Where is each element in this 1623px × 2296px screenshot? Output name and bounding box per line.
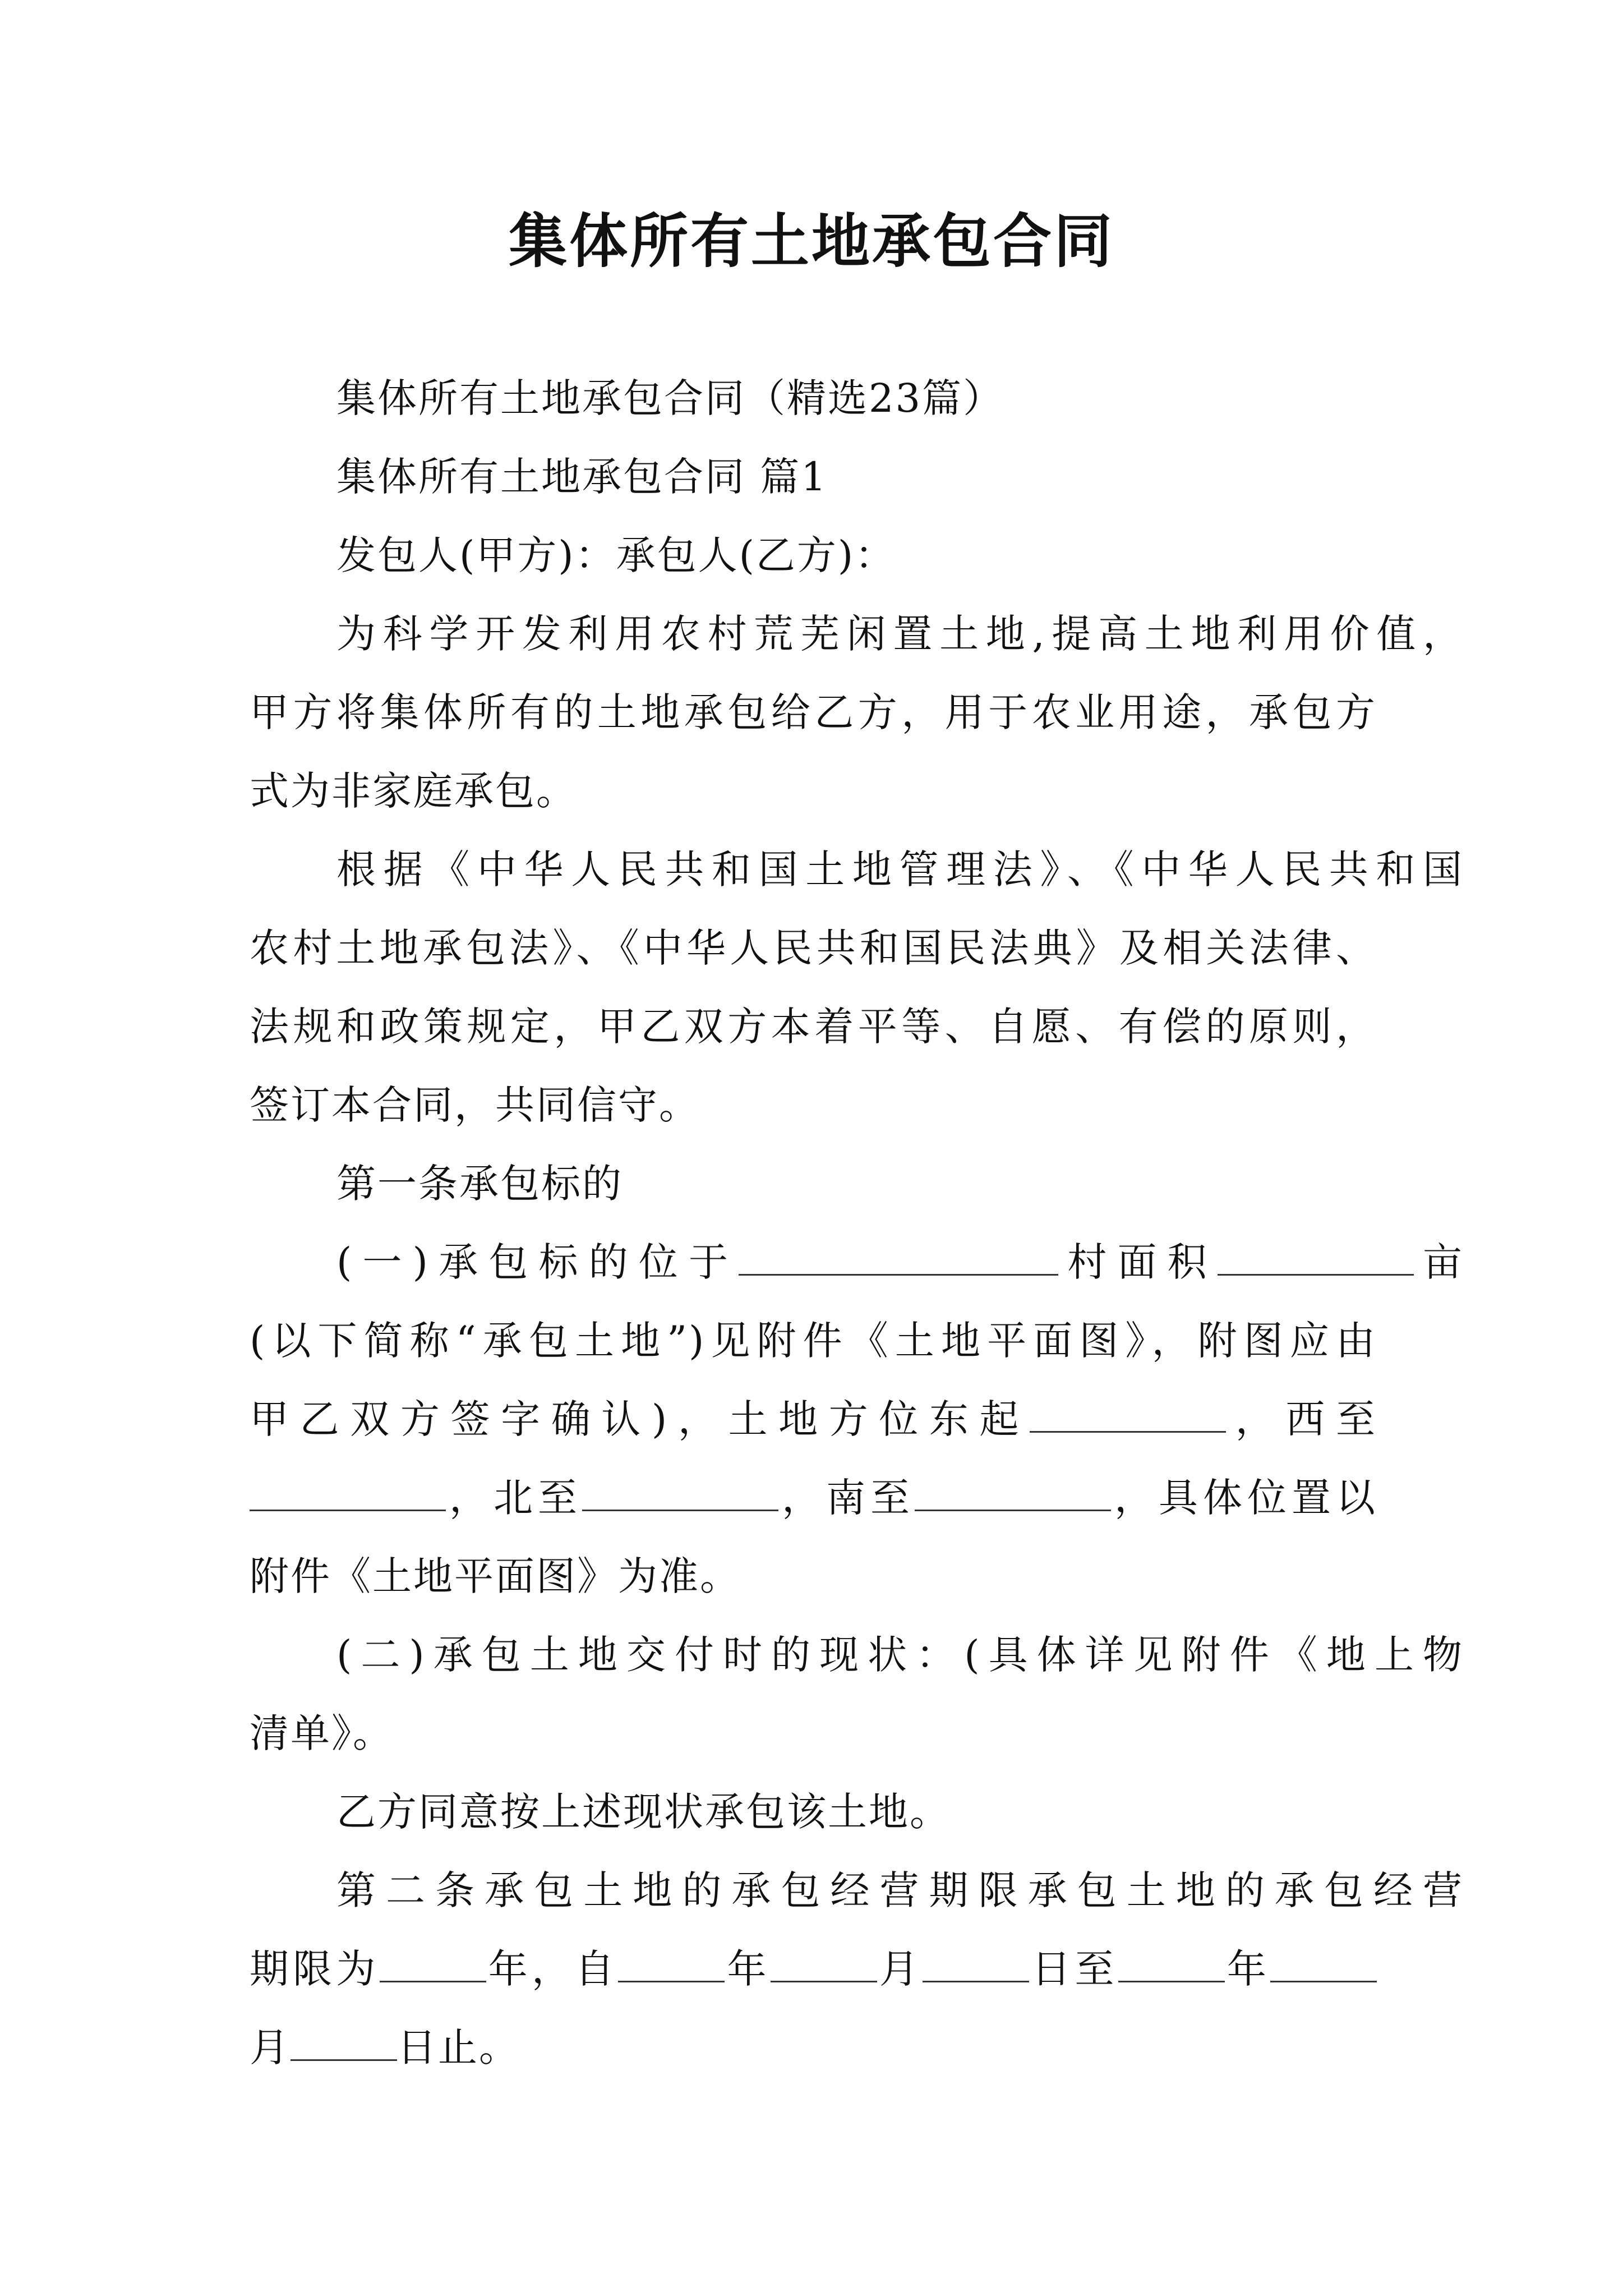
text-segment: 甲乙双方签字确认)，土地方位东起	[250, 1396, 1030, 1442]
text-segment: ，具体位置以	[1111, 1475, 1377, 1521]
fill-blank	[739, 1235, 1058, 1276]
fill-blank	[291, 2020, 397, 2061]
section-heading: 集体所有土地承包合同 篇1	[336, 454, 828, 500]
fill-blank	[618, 1941, 725, 1982]
paragraph-line: 签订本合同，共同信守。	[250, 1082, 700, 1128]
fill-blank	[250, 1470, 446, 1511]
paragraph-line	[250, 1391, 1377, 1447]
text-segment: 年	[725, 1946, 771, 1992]
text-segment: (一)承包标的位于	[336, 1239, 739, 1285]
fill-blank	[1030, 1392, 1226, 1433]
article-heading: 第一条承包标的	[336, 1161, 623, 1207]
document-title: 集体所有土地承包合同	[508, 206, 1114, 275]
paragraph-line: 清单》。	[250, 1710, 394, 1756]
text-segment: 月	[877, 1946, 923, 1992]
paragraph-line: 为科学开发利用农村荒芜闲置土地,提高土地利用价值，	[336, 611, 1464, 657]
fill-blank	[1270, 1941, 1377, 1982]
fill-blank	[380, 1941, 486, 1982]
fill-blank	[915, 1470, 1111, 1511]
text-segment: 年	[1224, 1946, 1270, 1992]
text-segment: 年，自	[486, 1946, 619, 1992]
paragraph-line	[250, 1941, 1377, 1997]
text-segment: 月	[250, 2024, 291, 2070]
text-segment: 亩	[1413, 1239, 1464, 1285]
fill-blank	[771, 1941, 877, 1982]
paragraph-line	[250, 2019, 1377, 2076]
text-segment: ，西至	[1226, 1396, 1377, 1442]
paragraph-line: 甲方将集体所有的土地承包给乙方，用于农业用途，承包方	[250, 689, 1377, 735]
paragraph-line: 附件《土地平面图》为准。	[250, 1553, 741, 1599]
text-segment: 日止。	[397, 2024, 520, 2070]
paragraph-line: 农村土地承包法》、《中华人民共和国民法典》及相关法律、	[250, 925, 1377, 971]
text-segment: 期限为	[250, 1946, 380, 1992]
text-segment: 日至	[1029, 1946, 1118, 1992]
paragraph-line	[250, 1470, 1377, 1526]
paragraph-line: (二)承包土地交付时的现状：(具体详见附件《地上物	[336, 1632, 1464, 1678]
paragraph-line: 第二条承包土地的承包经营期限承包土地的承包经营	[336, 1867, 1464, 1913]
subtitle: 集体所有土地承包合同（精选23篇）	[336, 375, 1004, 421]
fill-blank	[582, 1470, 778, 1511]
paragraph-line: 乙方同意按上述现状承包该土地。	[336, 1789, 951, 1835]
fill-blank	[1118, 1941, 1225, 1982]
fill-blank	[1218, 1235, 1414, 1276]
text-segment: ，北至	[446, 1475, 582, 1521]
parties-line: 发包人(甲方)：承包人(乙方)：	[336, 532, 896, 578]
text-segment: 村面积	[1058, 1239, 1218, 1285]
text-segment: ，南至	[778, 1475, 915, 1521]
paragraph-line: 法规和政策规定，甲乙双方本着平等、自愿、有偿的原则，	[250, 1004, 1377, 1050]
paragraph-line	[250, 1234, 1464, 1290]
paragraph-line: (以下简称“承包土地”)见附件《土地平面图》，附图应由	[250, 1318, 1377, 1364]
fill-blank	[923, 1941, 1029, 1982]
paragraph-line: 根据《中华人民共和国土地管理法》、《中华人民共和国	[336, 846, 1464, 892]
paragraph-line: 式为非家庭承包。	[250, 768, 577, 814]
